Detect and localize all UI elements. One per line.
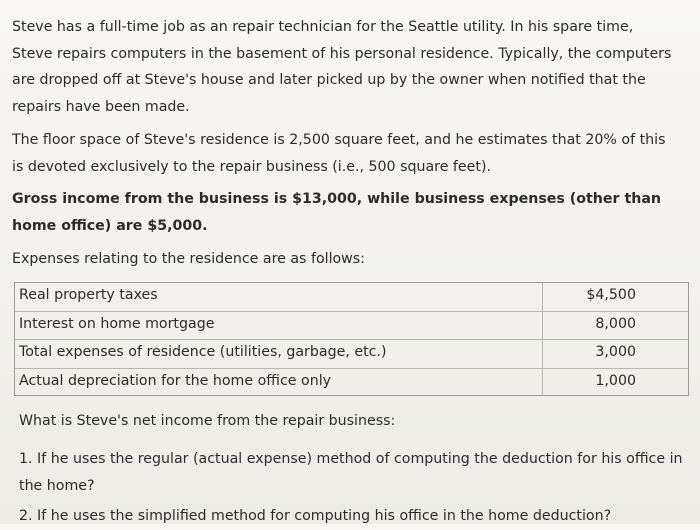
- table-row: [15, 340, 688, 369]
- question-intro: What is Steve's net income from the repair business:: [19, 413, 396, 429]
- expense-amount: $4,500: [586, 287, 636, 303]
- expense-amount: 8,000: [595, 315, 636, 332]
- table-row: [15, 369, 688, 398]
- expense-label: Actual depreciation for the home office only: [19, 372, 332, 389]
- problem-paragraph-background: Steve has a full-time job as an repair technician for the Seattle utility. In his spare time, Steve repairs computers in the basement of his personal residence. Typically, the computers are dropped off at Steve's house and later picked up by the owner when notified that the repairs have been made.: [12, 19, 672, 115]
- problem-paragraph-floor-space: The floor space of Steve's residence is 2,500 square feet, and he estimates that 20% of this is devoted exclusively to the repair business (i.e., 500 square feet).: [12, 132, 666, 175]
- question-1: 1. If he uses the regular (actual expense) method of computing the deduction for his office in the home?: [19, 451, 683, 494]
- expenses-table: [14, 282, 689, 396]
- problem-paragraph-expenses-intro: Expenses relating to the residence are as follows:: [12, 251, 365, 267]
- question-2: 2. If he uses the simplified method for computing his office in the home deduction?: [19, 508, 612, 524]
- expense-label: Real property taxes: [19, 287, 158, 303]
- table-row: [15, 283, 688, 312]
- expense-amount: 3,000: [595, 344, 636, 360]
- expense-label: Total expenses of residence (utilities, garbage, etc.): [19, 344, 387, 360]
- expense-label: Interest on home mortgage: [19, 315, 215, 332]
- problem-paragraph-gross-income: Gross income from the business is $13,000, while business expenses (other than home office) are $5,000.: [12, 191, 662, 234]
- table-row: [15, 312, 688, 341]
- expense-amount: 1,000: [595, 372, 636, 389]
